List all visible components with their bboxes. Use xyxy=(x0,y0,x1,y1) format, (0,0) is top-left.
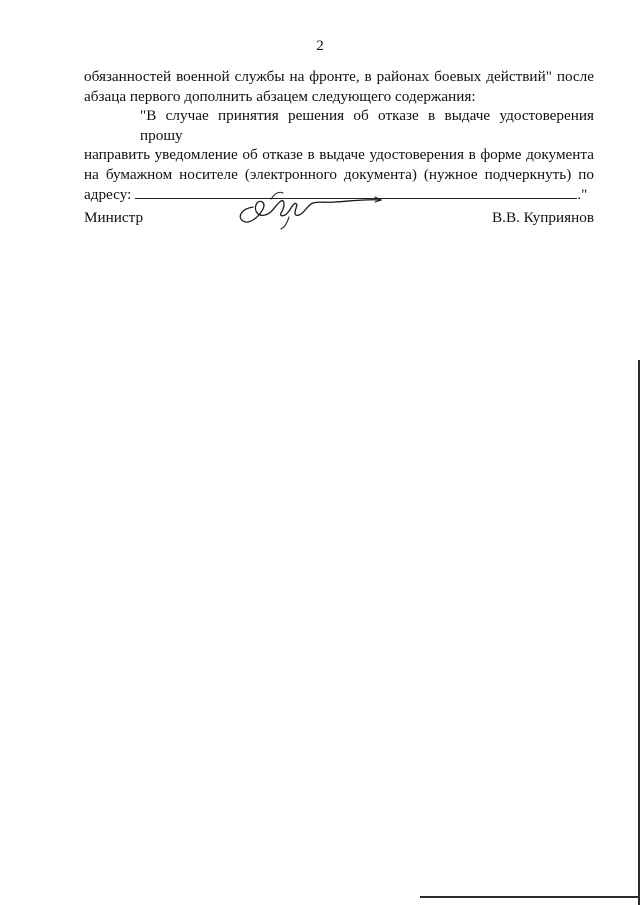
text-line: направить уведомление об отказе в выдаче удостоверения в форме документа xyxy=(84,146,594,163)
text-line: обязанностей военной службы на фронте, в районах боевых действий" после xyxy=(84,68,594,85)
text-line: абзаца первого дополнить абзацем следующего содержания: xyxy=(84,87,476,105)
scan-border-bottom xyxy=(420,896,640,898)
signatory-position: Министр xyxy=(84,209,144,226)
handwritten-signature xyxy=(235,187,385,233)
text-line: на бумажном носителе (электронного документа) (нужное подчеркнуть) по xyxy=(84,165,594,183)
text-line: "В случае принятия решения об отказе в выдаче удостоверения прошу xyxy=(140,107,594,144)
document-body xyxy=(84,67,594,205)
address-closing-quote: ." xyxy=(577,186,588,203)
address-label: адресу: xyxy=(84,186,132,203)
signatory-name: В.В. Куприянов xyxy=(492,209,594,226)
page-number: 2 xyxy=(316,38,324,54)
